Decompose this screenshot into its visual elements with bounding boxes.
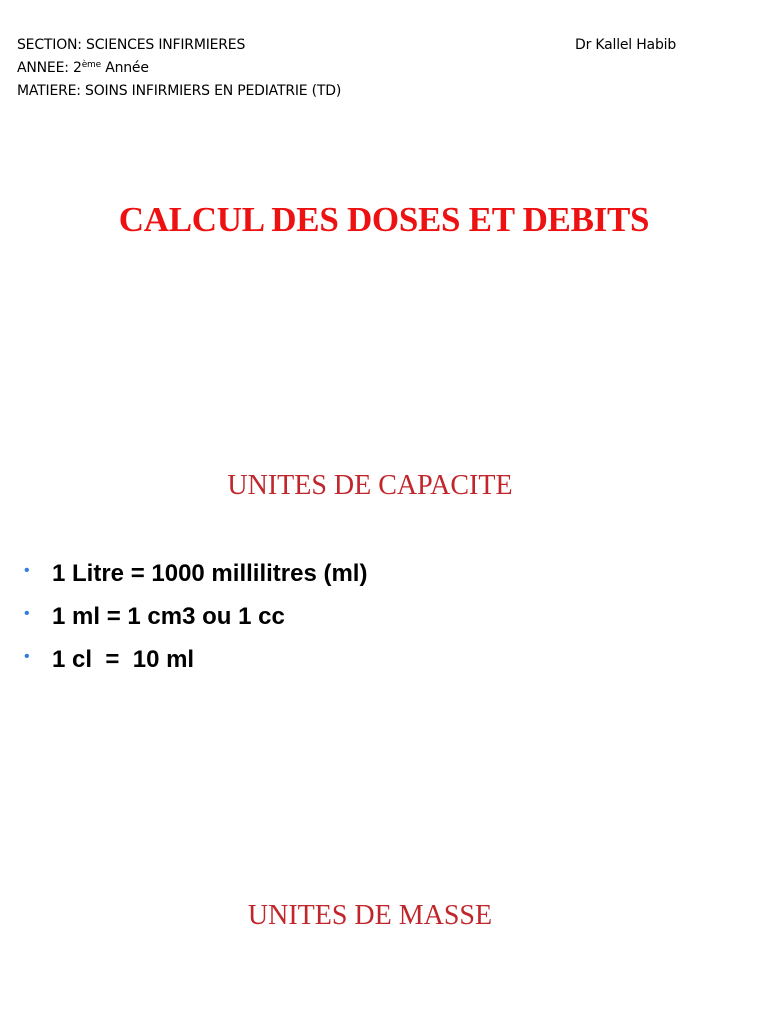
- capacite-heading: UNITES DE CAPACITE: [227, 470, 513, 501]
- header-section: SECTION: SCIENCES INFIRMIERES: [17, 37, 246, 53]
- bullet-icon: •: [24, 604, 30, 622]
- bullet-icon: •: [24, 647, 30, 665]
- list-item: [24, 638, 367, 681]
- bullet-icon: •: [24, 561, 30, 579]
- list-item: [24, 595, 367, 638]
- header-matiere: MATIERE: SOINS INFIRMIERS EN PEDIATRIE (TD): [17, 83, 342, 99]
- header-annee: [17, 57, 149, 80]
- capacite-list: [24, 552, 367, 681]
- page-title: CALCUL DES DOSES ET DEBITS: [118, 200, 650, 239]
- list-item-text: 1 ml = 1 cm3 ou 1 cc: [52, 602, 285, 630]
- header-author: Dr Kallel Habib: [575, 37, 677, 53]
- list-item-text: 1 Litre = 1000 millilitres (ml): [52, 559, 368, 587]
- annee-superscript: ème: [81, 60, 101, 70]
- list-item: [24, 552, 367, 595]
- annee-suffix: Année: [100, 60, 149, 76]
- list-item-text: 1 cl = 10 ml: [52, 645, 195, 673]
- masse-heading: UNITES DE MASSE: [247, 900, 493, 931]
- annee-prefix: ANNEE: 2: [17, 60, 82, 76]
